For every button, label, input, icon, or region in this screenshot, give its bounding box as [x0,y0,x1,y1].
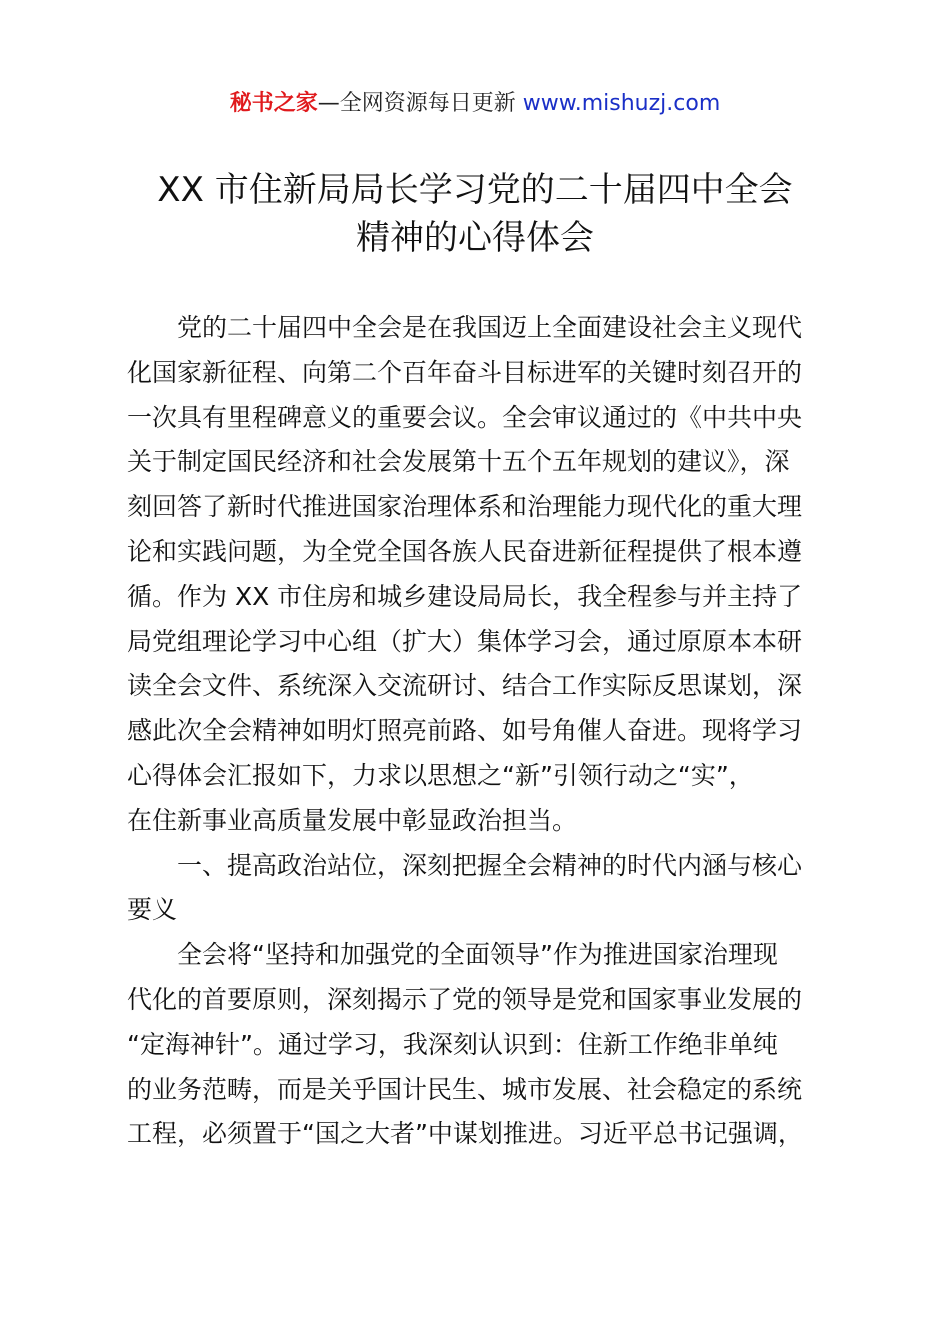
paragraph-line: 工程，必须置于“国之大者”中谋划推进。习近平总书记强调， [127,1119,803,1149]
brand-name: 秘书之家 [229,91,318,116]
paragraph-line: 在住新事业高质量发展中彰显政治担当。 [127,805,578,835]
paragraph-line: 心得体会汇报如下，力求以思想之“新”引领行动之“实”， [127,760,754,790]
paragraph-line: 化国家新征程、向第二个百年奋斗目标进军的关键时刻召开的 [127,357,803,387]
paragraph-line: 代化的首要原则，深刻揭示了党的领导是党和国家事业发展的 [127,984,803,1014]
paragraph-line: 局党组理论学习中心组（扩大）集体学习会，通过原原本本研 [127,626,803,656]
site-header [0,86,950,122]
paragraph-line: “定海神针”。通过学习，我深刻认识到：住新工作绝非单纯 [127,1029,778,1059]
title-line-2: 精神的心得体会 [356,218,594,258]
header-tagline: —全网资源每日更新 [317,91,516,116]
paragraph-line: 感此次全会精神如明灯照亮前路、如号角催人奋进。现将学习 [127,716,803,746]
header-url-link[interactable]: www.mishuzj.com [522,91,721,116]
paragraph-line: 读全会文件、系统深入交流研讨、结合工作实际反思谋划，深 [127,671,803,701]
section-heading-line: 要义 [127,895,178,925]
section-heading-line: 一、提高政治站位，深刻把握全会精神的时代内涵与核心 [177,850,803,880]
document-body [127,306,830,1157]
paragraph-line: 全会将“坚持和加强党的全面领导”作为推进国家治理现 [177,940,778,970]
paragraph-line: 循。作为 XX 市住房和城乡建设局局长，我全程参与并主持了 [127,581,803,611]
paragraph-line: 一次具有里程碑意义的重要会议。全会审议通过的《中共中央 [127,402,803,432]
title-line-1: XX 市住新局局长学习党的二十届四中全会 [157,170,793,210]
paragraph-line: 党的二十届四中全会是在我国迈上全面建设社会主义现代 [177,313,803,342]
paragraph-line: 刻回答了新时代推进国家治理体系和治理能力现代化的重大理 [127,492,803,522]
paragraph-line: 的业务范畴，而是关乎国计民生、城市发展、社会稳定的系统 [127,1074,803,1104]
document-title [60,166,890,262]
paragraph-line: 论和实践问题，为全党全国各族人民奋进新征程提供了根本遵 [127,536,803,566]
paragraph-line: 关于制定国民经济和社会发展第十五个五年规划的建议》，深 [127,447,790,477]
